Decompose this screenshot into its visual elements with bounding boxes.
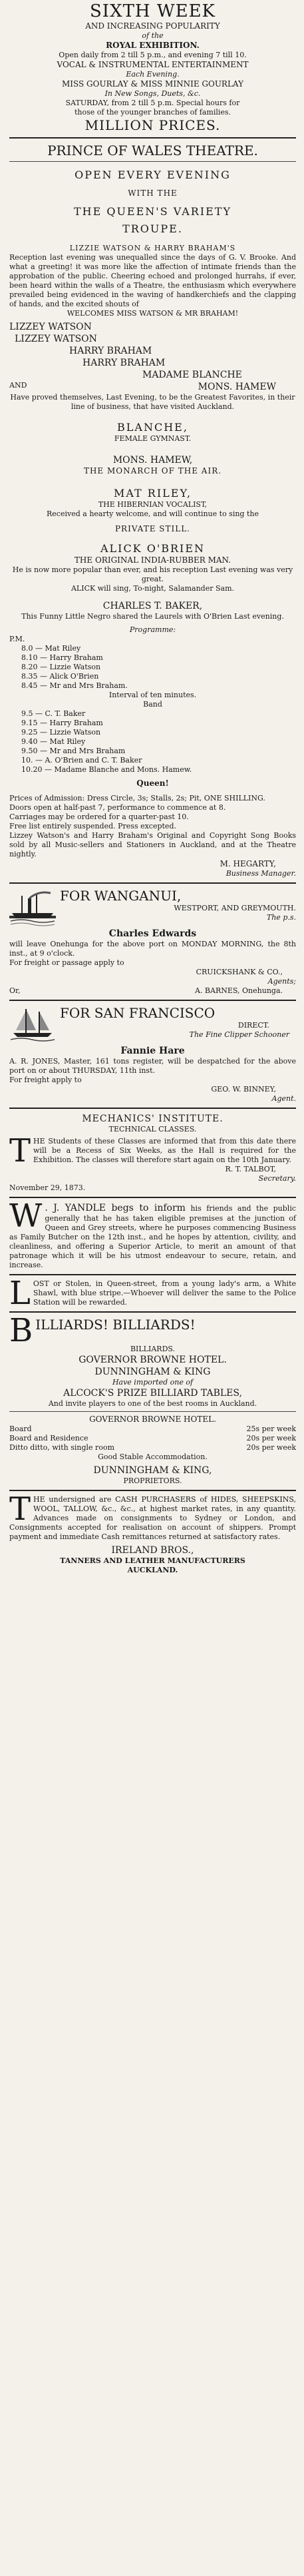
carriages-line: Carriages may be ordered for a quarter-past 10. — [9, 812, 189, 821]
wanganui-agent1: CRUICKSHANK & CO., — [196, 968, 283, 976]
billiards-head: ILLIARDS! BILLIARDS! — [35, 1317, 196, 1333]
wanganui-title: FOR WANGANUI, — [60, 888, 182, 904]
divider — [9, 1490, 296, 1491]
tariff-list — [9, 1425, 296, 1452]
tariff-row — [9, 1434, 296, 1443]
programme-item: 9.25 — Lizzie Watson — [21, 728, 101, 737]
programme-item: 8.45 — Mr and Mrs Braham. — [21, 681, 128, 690]
cast-name: LIZZEY WATSON — [9, 322, 92, 332]
interval-line: Interval of ten minutes. — [108, 691, 197, 699]
divider — [9, 1311, 296, 1313]
wanganui-agents: Agents; — [267, 977, 296, 986]
cast-name: MADAME BLANCHE — [142, 370, 242, 380]
copyright-line: Lizzey Watson's and Harry Braham's Original and Copyright Song Books sold by all Music-sellers and Stationers in Auckland, and at the Theatre nightly. — [9, 831, 296, 858]
drop-cap: T — [9, 1490, 31, 1528]
divider — [9, 1411, 296, 1412]
cast-name: HARRY BRAHAM — [82, 358, 166, 368]
hamew-role: THE MONARCH OF THE AIR. — [83, 466, 222, 476]
open-every-evening: OPEN EVERY EVENING — [75, 168, 231, 181]
tariff-item: Ditto ditto, with single room — [9, 1443, 114, 1452]
wanganui-or-row — [9, 986, 296, 996]
sixth-week-heading: SIXTH WEEK — [90, 1, 216, 21]
theatre-title: PRINCE OF WALES THEATRE. — [47, 143, 258, 159]
programme-item: 8.10 — Harry Braham — [21, 653, 103, 662]
pm-label: P.M. — [9, 635, 25, 643]
programme-item: 9.50 — Mr and Mrs Braham — [21, 747, 126, 755]
blanche-name: BLANCHE, — [117, 421, 188, 434]
programme-part-2 — [9, 709, 296, 775]
sanfran-ship: Fannie Hare — [120, 1046, 185, 1056]
mechanics-title: MECHANICS' INSTITUTE. — [82, 1114, 224, 1124]
royal-saturday: SATURDAY, from 2 till 5 p.m. Special hours for — [65, 99, 240, 107]
billiards-imported: Have imported one of — [112, 1378, 194, 1387]
welcome-line: WELCOMES MISS WATSON & MR BRAHAM! — [67, 309, 239, 318]
divider — [9, 161, 296, 162]
drop-cap: T — [9, 1132, 31, 1169]
programme-heading: Programme: — [129, 625, 176, 634]
billiards-stable: Good Stable Accommodation. — [98, 1452, 208, 1461]
riley-name: MAT RILEY, — [113, 487, 192, 499]
mechanics-sign-title: Secretary. — [258, 1174, 296, 1183]
yandle-body: his friends and the public generally that he has taken eligible premises at the junction of Queen and Grey streets, where he purposes commencing Business as Family Butcher on the 12th inst., and he hopes by attention, civility, and cleanliness, and offering a Superior Article, to merit an amount of that patronage which it will be his utmost endeavour to secure, retain, and increase. — [9, 1204, 296, 1269]
royal-songs: In New Songs, Duets, &c. — [104, 89, 201, 98]
billiards-sub: BILLIARDS. — [130, 1345, 176, 1353]
billiards-ad — [9, 1312, 296, 1486]
sanfran-direct: DIRECT. — [237, 1021, 269, 1030]
schooner-icon — [9, 1006, 56, 1045]
royal-entertainment: VOCAL & INSTRUMENTAL ENTERTAINMENT — [57, 60, 249, 69]
private-still: PRIVATE STILL. — [114, 524, 190, 533]
royal-each-evening: Each Evening. — [126, 70, 180, 79]
drop-cap: W — [9, 1197, 43, 1235]
ireland-firm: IRELAND BROS., — [111, 1545, 194, 1556]
cast-name: LIZZEY WATSON — [15, 334, 97, 344]
divider — [9, 1108, 296, 1109]
million-prices: MILLION PRICES. — [84, 117, 221, 133]
programme-part-1 — [9, 644, 296, 691]
royal-exhibition-title: ROYAL EXHIBITION. — [106, 41, 200, 50]
obrien-name: ALICK O'BRIEN — [100, 542, 206, 555]
ireland-bros-ad — [9, 1490, 296, 1575]
wanganui-agent2: A. BARNES, Onehunga. — [195, 986, 283, 995]
band-line: Band — [143, 700, 162, 709]
sanfran-title: FOR SAN FRANCISCO — [60, 1005, 216, 1021]
proved-text: Have proved themselves, Last Evening, to be the Greatest Favorites, in their line of business, that have visited Auckland. — [10, 393, 295, 411]
baker-name: CHARLES T. BAKER, — [102, 601, 203, 611]
programme-item: 9.5 — C. T. Baker — [21, 709, 86, 718]
lizzie-body: Reception last evening was unequalled since the days of G. V. Brooke. And what a greeting! it was more like the affection of intimate friends than the approbation of the public. Cheering echoed and prolonged hurrahs, if ever, been heard within the walls of a Theatre, the enthusiasm which everywhere prevailed being evidenced in the waving of handkerchiefs and the clapping of hands, and the excited shouts of — [9, 253, 296, 308]
billiards-hotel-2: GOVERNOR BROWNE HOTEL. — [89, 1415, 216, 1424]
doors-line: Doors open at half-past 7, performance to commence at 8. — [9, 803, 226, 812]
divider — [9, 1197, 296, 1198]
yandle-name: . J. YANDLE begs to inform — [45, 1203, 186, 1213]
obrien-body: He is now more popular than ever, and his reception Last evening was very great. — [12, 565, 293, 583]
lost-ad — [9, 1275, 296, 1312]
programme-item: 8.35 — Alick O'Brien — [21, 672, 99, 681]
obrien-song: ALICK will sing, To-night, Salamander Sam. — [71, 584, 234, 593]
programme-item: 10. — A. O'Brien and C. T. Baker — [21, 756, 142, 765]
san-francisco-ad — [9, 1005, 296, 1104]
wanganui-ports: WESTPORT, AND GREYMOUTH. — [174, 904, 296, 912]
tariff-item: Board and Residence — [9, 1434, 88, 1443]
cast-list — [9, 321, 296, 393]
troupe: TROUPE. — [122, 222, 183, 235]
programme-item: 10.20 — Madame Blanche and Mons. Hamew. — [21, 765, 192, 774]
manager-name: M. HEGARTY, — [220, 859, 276, 868]
sanfran-agent: GEO. W. BINNEY, — [211, 1085, 276, 1094]
manager-title: Business Manager. — [226, 869, 296, 878]
tariff-row — [9, 1425, 296, 1434]
billiards-firm-2: DUNNINGHAM & KING, — [93, 1465, 212, 1476]
blanche-role: FEMALE GYMNAST. — [114, 434, 192, 443]
wanganui-freight: For freight or passage apply to — [9, 958, 124, 967]
billiards-alcock: ALCOCK'S PRIZE BILLIARD TABLES, — [63, 1388, 242, 1399]
riley-role: THE HIBERNIAN VOCALIST, — [98, 500, 208, 509]
lizzie-heading: LIZZIE WATSON & HARRY BRAHAM'S — [69, 244, 236, 252]
with-the: WITH THE — [128, 188, 178, 198]
billiards-heading — [9, 1312, 296, 1349]
mechanics-sub: TECHNICAL CLASSES. — [108, 1125, 197, 1133]
wanganui-or: Or, — [9, 986, 21, 995]
mechanics-ad — [9, 1113, 296, 1193]
divider — [9, 1000, 296, 1001]
wanganui-ad — [9, 888, 296, 996]
drop-cap: L — [9, 1275, 31, 1312]
prices-line: Prices of Admission: Dress Circle, 3s; Stalls, 2s; Pit, ONE SHILLING. — [9, 794, 265, 803]
steamship-icon — [9, 889, 56, 928]
sanfran-freight: For freight apply to — [9, 1076, 82, 1084]
mechanics-sign: R. T. TALBOT, — [225, 1165, 276, 1173]
programme-item: 9.40 — Mat Riley — [21, 737, 86, 746]
cash-notice — [9, 1490, 296, 1542]
lost-body: OST or Stolen, in Queen-street, from a young lady's arm, a White Shawl, with blue stripe.—Whoever will deliver the same to the Police Station will be rewarded. — [33, 1279, 296, 1307]
wanganui-ps: The p.s. — [266, 913, 296, 922]
sanfran-body: A. R. JONES, Master, 161 tons register, will be despatched for the above port on or about THURSDAY, 11th inst. — [9, 1057, 296, 1075]
queen-sign: Queen! — [136, 779, 169, 788]
queens-variety: THE QUEEN'S VARIETY — [73, 205, 232, 218]
cast-name: MONS. HAMEW — [198, 382, 276, 392]
billiards-firm: DUNNINGHAM & KING — [94, 1367, 211, 1377]
programme-item: 9.15 — Harry Braham — [21, 719, 103, 727]
wanganui-ship: Charles Edwards — [108, 928, 197, 939]
baker-body: This Funny Little Negro shared the Laurels with O'Brien Last evening. — [21, 612, 284, 621]
tariff-price: 20s per week — [246, 1443, 296, 1452]
royal-line-2: of the — [142, 31, 164, 40]
royal-hours: Open daily from 2 till 5 p.m., and evening 7 till 10. — [59, 51, 247, 59]
sanfran-clipper: The Fine Clipper Schooner — [189, 1030, 289, 1039]
divider — [9, 1274, 296, 1275]
sanfran-agent-title: Agent. — [271, 1094, 296, 1103]
riley-body: Received a hearty welcome, and will continue to sing the — [47, 509, 259, 518]
cast-and-row — [9, 381, 296, 393]
ireland-trade: TANNERS AND LEATHER MANUFACTURERS — [60, 1556, 245, 1565]
free-list-line: Free list entirely suspended. Press excepted. — [9, 822, 176, 830]
royal-exhibition-ad — [9, 0, 296, 133]
royal-line-1: AND INCREASING POPULARITY — [85, 21, 220, 31]
theatre-ad — [9, 143, 296, 878]
mechanics-date: November 29, 1873. — [9, 1183, 86, 1192]
wanganui-body: will leave Onehunga for the above port on MONDAY MORNING, the 8th inst., at 9 o'clock. — [9, 940, 296, 958]
programme-item: 8.20 — Lizzie Watson — [21, 663, 101, 671]
billiards-proprietors: PROPRIETORS. — [123, 1476, 182, 1485]
obrien-role: THE ORIGINAL INDIA-RUBBER MAN. — [74, 555, 231, 565]
cast-name: HARRY BRAHAM — [69, 346, 152, 356]
tariff-row — [9, 1443, 296, 1452]
royal-families: those of the younger branches of families. — [74, 108, 231, 117]
tariff-price: 20s per week — [246, 1434, 296, 1443]
billiards-invite: And invite players to one of the best rooms in Auckland. — [48, 1399, 257, 1408]
tariff-price: 25s per week — [246, 1425, 296, 1433]
programme-item: 8.0 — Mat Riley — [21, 644, 81, 653]
tariff-item: Board — [9, 1425, 32, 1433]
yandle-ad — [9, 1197, 296, 1270]
ireland-place: AUCKLAND. — [127, 1566, 178, 1574]
divider — [9, 137, 296, 139]
mechanics-body: HE Students of these Classes are informed that from this date there will be a Recess of Six Weeks, as the Hall is required for the Exhibition. The classes will therefore start again on the 10th January. — [33, 1137, 296, 1164]
cash-body: HE undersigned are CASH PURCHASERS of HIDES, SHEEPSKINS, WOOL, TALLOW, &c., &c., at highest market rates, in any quantity. Advances made on consignments to Sydney or London, and Consignments accepted for realisation on account of shippers. Prompt payment and immediate Cash remittances returned at satisfactory rates. — [9, 1495, 296, 1541]
royal-gourlay: MISS GOURLAY & MISS MINNIE GOURLAY — [61, 79, 244, 89]
and-label: AND — [9, 381, 27, 390]
hamew-name: MONS. HAMEW, — [112, 455, 193, 466]
divider — [9, 882, 296, 884]
billiards-hotel: GOVERNOR BROWNE HOTEL. — [78, 1355, 227, 1365]
drop-cap: B — [9, 1312, 33, 1349]
